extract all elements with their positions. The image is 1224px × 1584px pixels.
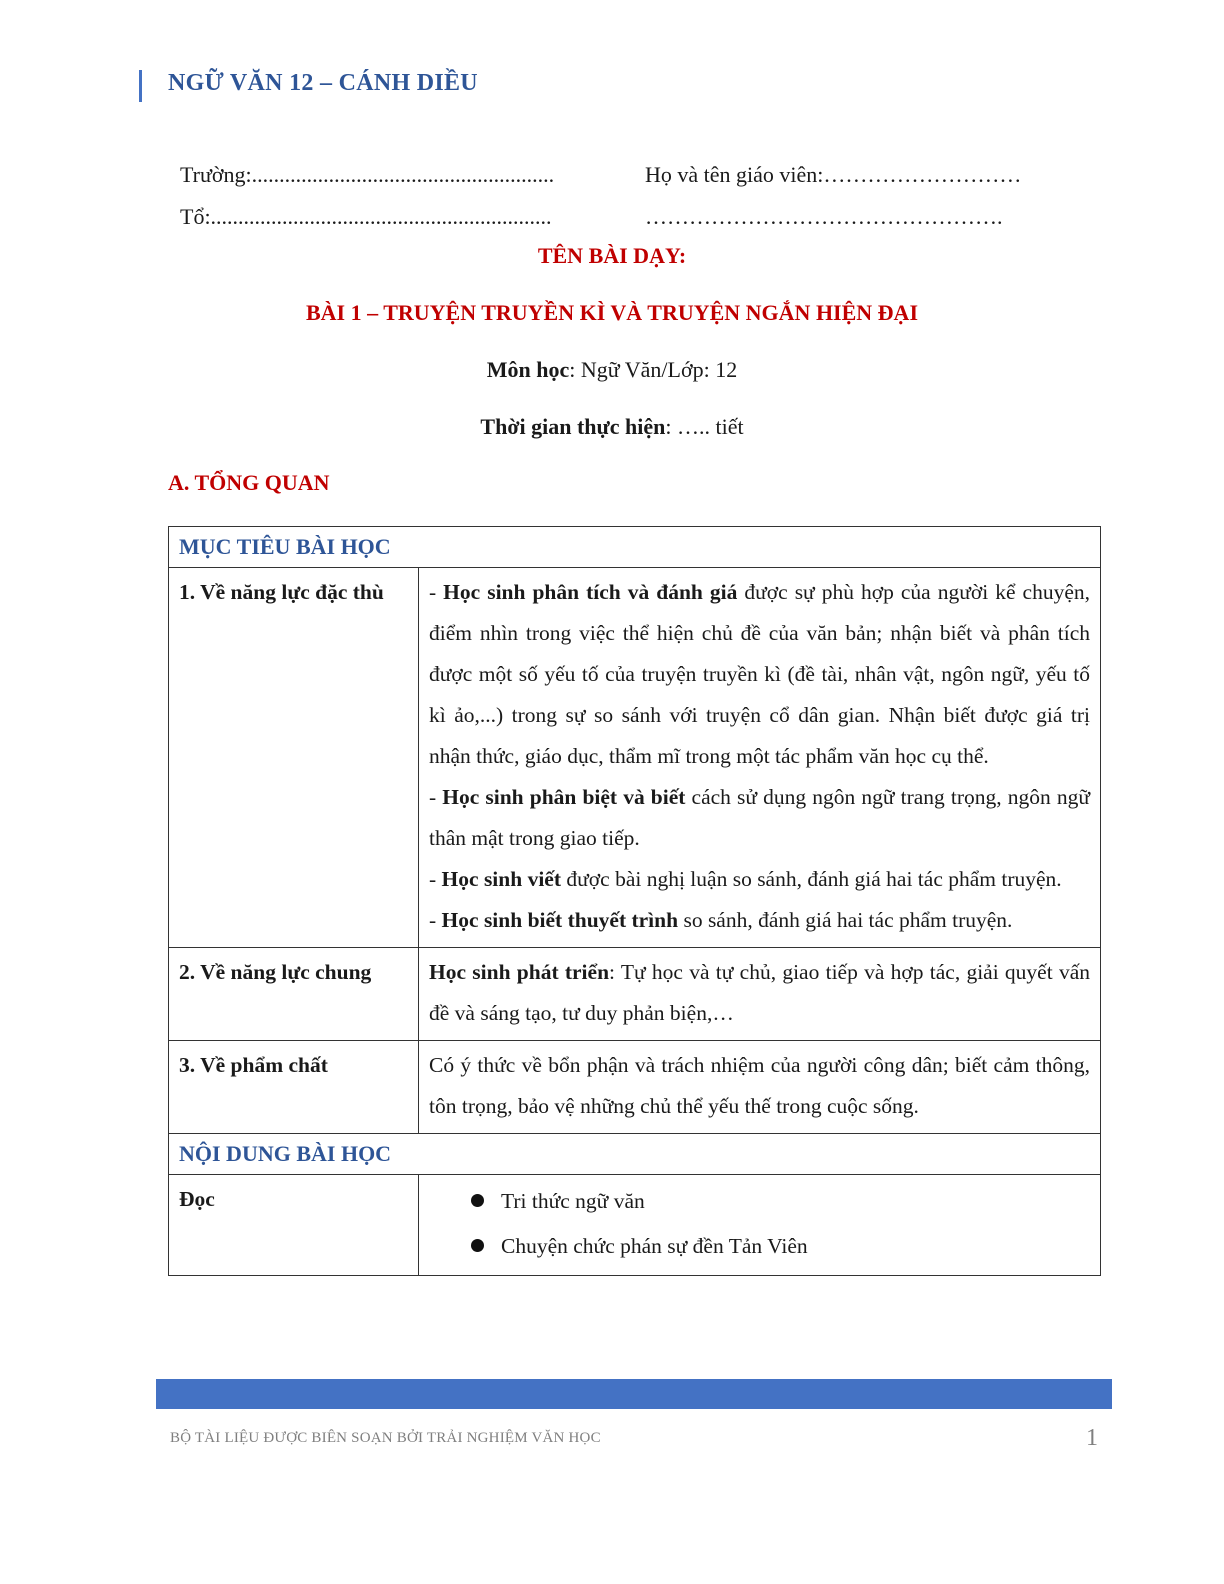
overview-table	[168, 526, 1101, 1276]
objective-item: - Học sinh viết được bài nghị luận so sánh, đánh giá hai tác phẩm truyện.	[429, 867, 1062, 891]
duration-label: Thời gian thực hiện	[480, 414, 666, 439]
footer-band	[156, 1379, 1112, 1409]
footer-text: BỘ TÀI LIỆU ĐƯỢC BIÊN SOẠN BỞI TRẢI NGHIỆM VĂN HỌC	[170, 1430, 601, 1446]
row-content: Có ý thức về bổn phận và trách nhiệm của người công dân; biết cảm thông, tôn trọng, bảo vệ những chủ thể yếu thế trong cuộc sống.	[419, 1041, 1101, 1134]
lesson-label: TÊN BÀI DẠY:	[537, 243, 687, 268]
objectives-heading: MỤC TIÊU BÀI HỌC	[169, 527, 1101, 568]
teacher-name-field: Họ và tên giáo viên:………………………	[645, 162, 1022, 187]
row-content	[419, 1175, 1101, 1276]
reading-list	[429, 1179, 1090, 1269]
table-row	[169, 1041, 1101, 1134]
objective-item: - Học sinh phân tích và đánh giá được sự phù hợp của người kể chuyện, điểm nhìn trong việc thể hiện chủ đề của văn bản; nhận biết và phân tích được một số yếu tố của truyện truyền kì (đề tài, nhân vật, ngôn ngữ, yếu tố kì ảo,...) trong sự so sánh với truyện cổ dân gian. Nhận biết được giá trị nhận thức, giáo dục, thẩm mĩ trong một tác phẩm văn học cụ thể.	[429, 580, 1090, 768]
content-heading: NỘI DUNG BÀI HỌC	[169, 1134, 1101, 1175]
header-accent-bar	[139, 70, 142, 102]
table-row	[169, 568, 1101, 948]
list-item: Tri thức ngữ văn	[429, 1179, 1090, 1224]
row-label: 3. Về phẩm chất	[169, 1041, 419, 1134]
duration-line	[0, 414, 1224, 440]
bullet-icon	[471, 1239, 484, 1252]
objective-item: - Học sinh phân biệt và biết cách sử dụng ngôn ngữ trang trọng, ngôn ngữ thân mật trong giao tiếp.	[429, 785, 1090, 850]
section-heading: A. TỔNG QUAN	[168, 470, 330, 495]
row-label: 2. Về năng lực chung	[169, 948, 419, 1041]
lesson-title: BÀI 1 – TRUYỆN TRUYỀN KÌ VÀ TRUYỆN NGẮN HIỆN ĐẠI	[305, 300, 919, 325]
subject-line	[0, 357, 1224, 383]
page-number: 1	[1086, 1425, 1098, 1451]
subject-label: Môn học	[486, 357, 570, 382]
table-row	[169, 1175, 1101, 1276]
objective-item: - Học sinh biết thuyết trình so sánh, đánh giá hai tác phẩm truyện.	[429, 908, 1013, 932]
row-label: Đọc	[169, 1175, 419, 1276]
table-row	[169, 948, 1101, 1041]
teacher-name-continuation: ………………………………………….	[645, 204, 1003, 229]
subject-value: : Ngữ Văn/Lớp: 12	[569, 357, 738, 382]
row-content: Học sinh phát triển: Tự học và tự chủ, giao tiếp và hợp tác, giải quyết vấn đề và sáng tạo, tư duy phản biện,…	[419, 948, 1101, 1041]
group-field: Tổ:..............................................................	[180, 204, 552, 229]
list-item: Chuyện chức phán sự đền Tản Viên	[429, 1224, 1090, 1269]
row-content	[419, 568, 1101, 948]
bullet-icon	[471, 1194, 484, 1207]
row-label: 1. Về năng lực đặc thù	[169, 568, 419, 948]
school-field: Trường:.......................................................	[180, 162, 555, 187]
duration-value: : ….. tiết	[665, 414, 744, 439]
header-title: NGỮ VĂN 12 – CÁNH DIỀU	[168, 70, 478, 96]
